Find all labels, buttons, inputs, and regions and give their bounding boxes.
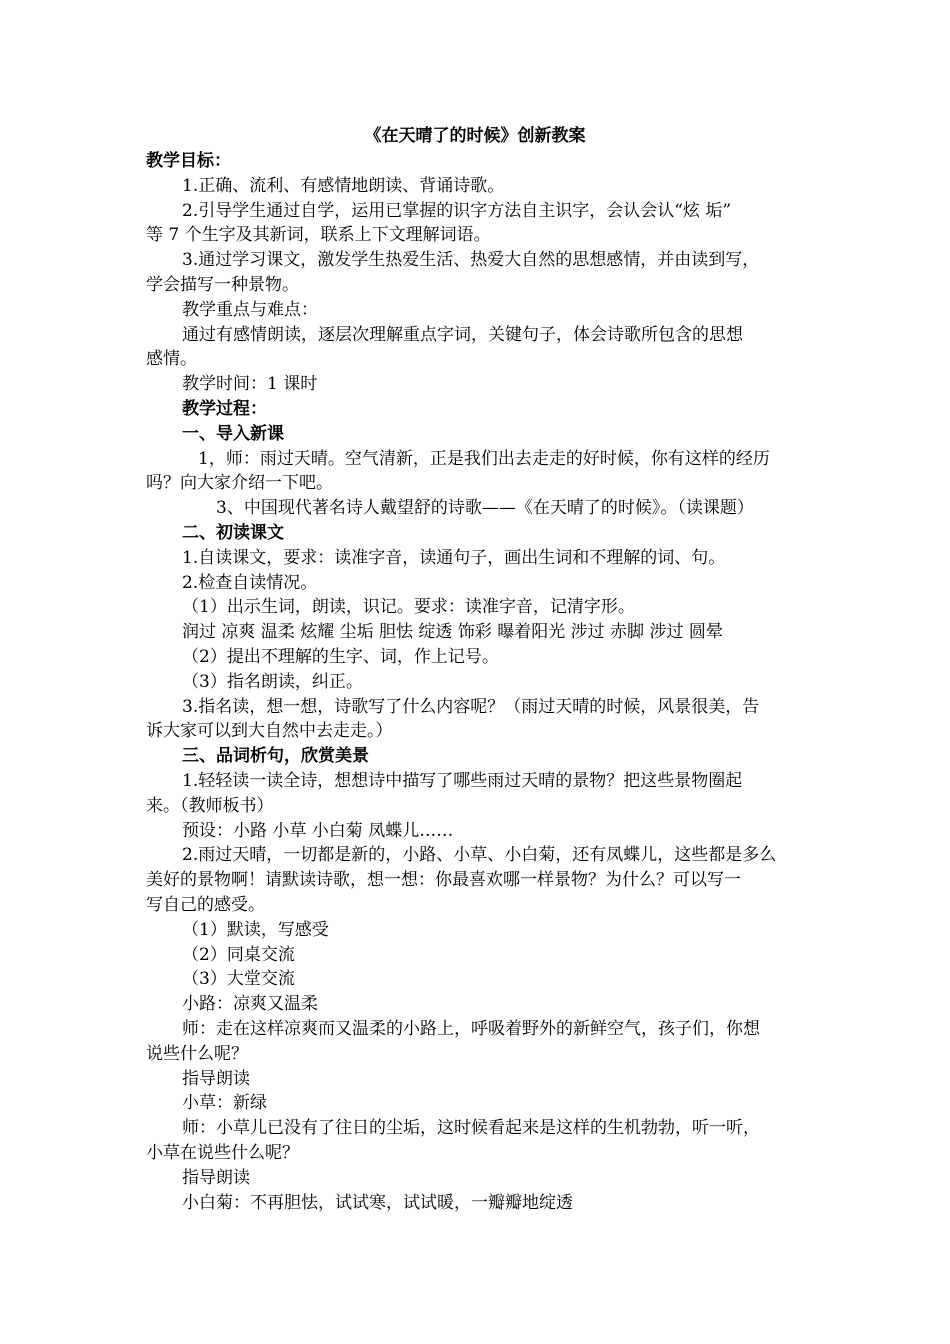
paragraph-line: 1.轻轻读一读全诗，想想诗中描写了哪些雨过天晴的景物？把这些景物圈起 — [182, 771, 743, 791]
paragraph-line: 1，师：雨过天晴。空气清新，正是我们出去走走的好时候，你有这样的经历 — [198, 448, 770, 469]
paragraph-line: 预设：小路 小草 小白菊 凤蝶儿…… — [182, 820, 454, 841]
paragraph-line: 师：小草儿已没有了往日的尘垢，这时候看起来是这样的生机勃勃，听一听， — [182, 1118, 760, 1139]
paragraph-line: 小草在说些什么呢？ — [146, 1143, 299, 1163]
paragraph-line: 诉大家可以到大自然中去走走。） — [146, 721, 393, 742]
paragraph-line: 写自己的感受。 — [146, 895, 265, 915]
paragraph-line: 指导朗读 — [182, 1167, 250, 1188]
document-title: 《在天晴了的时候》创新教案 — [364, 126, 586, 146]
paragraph-line: 教学过程： — [182, 399, 267, 419]
paragraph-line: 小路：凉爽又温柔 — [182, 994, 318, 1015]
paragraph-line: 美好的景物啊！请默读诗歌，想一想：你最喜欢哪一样景物？为什么？可以写一 — [146, 870, 741, 891]
paragraph-line: （3）指名朗读，纠正。 — [182, 671, 363, 692]
paragraph-line: 教学时间：1 课时 — [182, 374, 318, 395]
paragraph-line: 1.正确、流利、有感情地朗读、背诵诗歌。 — [182, 175, 505, 196]
paragraph-line: 师：走在这样凉爽而又温柔的小路上，呼吸着野外的新鲜空气，孩子们，你想 — [182, 1019, 760, 1039]
paragraph-line: 润过 凉爽 温柔 炫耀 尘垢 胆怯 绽透 饰彩 曝着阳光 涉过 赤脚 涉过 圆晕 — [182, 622, 723, 643]
paragraph-line: （2）同桌交流 — [182, 944, 295, 965]
paragraph-line: 一、导入新课 — [182, 423, 284, 444]
paragraph-line: 1.自读课文，要求：读准字音，读通句子，画出生词和不理解的词、句。 — [182, 547, 726, 568]
paragraph-line: （2）提出不理解的生字、词，作上记号。 — [182, 647, 499, 667]
paragraph-line: 通过有感情朗读，逐层次理解重点字词，关键句子，体会诗歌所包含的思想 — [182, 324, 743, 345]
paragraph-line: 2.引导学生通过自学，运用已掌握的识字方法自主识字，会认会认“炫 垢” — [182, 200, 732, 221]
paragraph-line: 来。（教师板书） — [146, 795, 274, 816]
paragraph-line: 指导朗读 — [182, 1068, 250, 1089]
paragraph-line: 等 7 个生字及其新词，联系上下文理解词语。 — [146, 225, 491, 246]
paragraph-line: 学会描写一种景物。 — [146, 275, 299, 295]
paragraph-line: （3）大堂交流 — [182, 969, 295, 990]
paragraph-line: （1）默读，写感受 — [182, 919, 329, 940]
paragraph-line: 2.雨过天晴，一切都是新的，小路、小草、小白菊，还有凤蝶儿，这些都是多么 — [182, 845, 777, 866]
paragraph-line: 感情。 — [146, 349, 197, 370]
paragraph-line: （1）出示生词，朗读，识记。要求：读准字音，记清字形。 — [182, 597, 635, 618]
paragraph-line: 二、初读课文 — [182, 523, 284, 543]
paragraph-line: 2.检查自读情况。 — [182, 572, 318, 593]
paragraph-line: 3、中国现代著名诗人戴望舒的诗歌——《在天晴了的时候》。（读课题） — [216, 498, 754, 519]
paragraph-line: 教学目标： — [146, 151, 231, 171]
paragraph-line: 3.指名读，想一想，诗歌写了什么内容呢？（雨过天晴的时候，风景很美，告 — [182, 696, 760, 717]
paragraph-line: 吗？向大家介绍一下吧。 — [146, 473, 333, 494]
paragraph-line: 教学重点与难点： — [182, 299, 318, 320]
paragraph-line: 说些什么呢？ — [146, 1043, 248, 1064]
paragraph-line: 3.通过学习课文，激发学生热爱生活、热爱大自然的思想感情，并由读到写， — [182, 250, 760, 271]
paragraph-line: 小白菊：不再胆怯，试试寒，试试暖，一瓣瓣地绽透 — [182, 1192, 573, 1213]
paragraph-line: 三、品词析句，欣赏美景 — [182, 746, 369, 767]
paragraph-line: 小草：新绿 — [182, 1093, 267, 1114]
